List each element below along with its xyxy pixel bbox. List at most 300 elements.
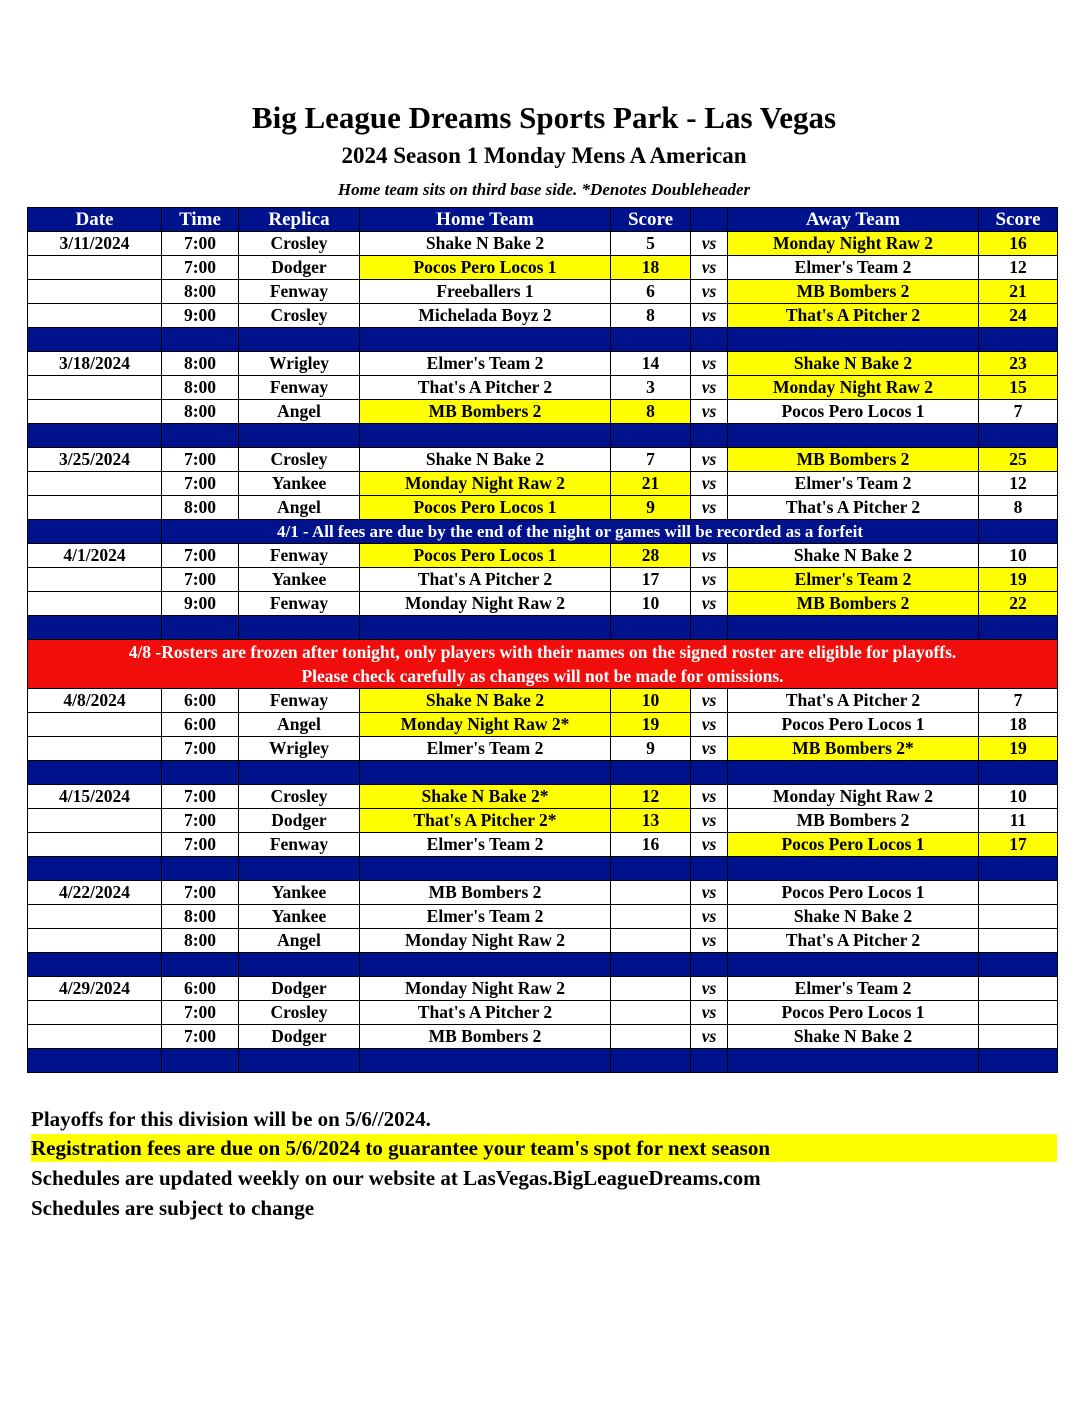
away-score: 17 (979, 833, 1058, 857)
game-row (28, 1025, 1058, 1049)
game-replica-field: Fenway (239, 833, 360, 857)
home-score: 16 (611, 833, 691, 857)
home-team: That's A Pitcher 2* (360, 809, 611, 833)
separator-cell (979, 953, 1058, 977)
game-time: 6:00 (162, 689, 239, 713)
game-time: 7:00 (162, 1001, 239, 1025)
vs-label: vs (691, 472, 728, 496)
game-row (28, 809, 1058, 833)
game-date (28, 376, 162, 400)
away-score: 7 (979, 400, 1058, 424)
game-date (28, 713, 162, 737)
game-row (28, 400, 1058, 424)
game-date (28, 809, 162, 833)
separator-cell (728, 424, 979, 448)
separator-cell (360, 761, 611, 785)
vs-label: vs (691, 929, 728, 953)
game-date: 3/11/2024 (28, 232, 162, 256)
separator-cell (239, 953, 360, 977)
game-replica-field: Crosley (239, 304, 360, 328)
separator-cell (691, 616, 728, 640)
separator-cell (239, 616, 360, 640)
week-separator-row (28, 328, 1058, 352)
vs-label: vs (691, 256, 728, 280)
game-row (28, 304, 1058, 328)
game-time: 7:00 (162, 809, 239, 833)
away-team: That's A Pitcher 2 (728, 689, 979, 713)
schedule-table (27, 207, 1058, 1073)
away-score: 16 (979, 232, 1058, 256)
game-time: 6:00 (162, 713, 239, 737)
game-date: 4/8/2024 (28, 689, 162, 713)
home-score: 8 (611, 304, 691, 328)
away-team: Pocos Pero Locos 1 (728, 400, 979, 424)
away-team: Elmer's Team 2 (728, 256, 979, 280)
game-date (28, 833, 162, 857)
home-score: 8 (611, 400, 691, 424)
away-team: That's A Pitcher 2 (728, 496, 979, 520)
separator-cell (162, 761, 239, 785)
game-replica-field: Dodger (239, 809, 360, 833)
home-score: 14 (611, 352, 691, 376)
home-score (611, 905, 691, 929)
game-time: 9:00 (162, 304, 239, 328)
game-replica-field: Yankee (239, 905, 360, 929)
separator-cell (611, 761, 691, 785)
game-replica-field: Wrigley (239, 352, 360, 376)
separator-cell (28, 424, 162, 448)
separator-cell (728, 857, 979, 881)
week-separator-row (28, 424, 1058, 448)
home-score (611, 977, 691, 1001)
home-score: 7 (611, 448, 691, 472)
home-score: 21 (611, 472, 691, 496)
game-time: 7:00 (162, 881, 239, 905)
game-row (28, 929, 1058, 953)
game-date: 3/18/2024 (28, 352, 162, 376)
game-time: 7:00 (162, 448, 239, 472)
away-team: Pocos Pero Locos 1 (728, 833, 979, 857)
separator-cell (28, 616, 162, 640)
home-team: Elmer's Team 2 (360, 737, 611, 761)
game-replica-field: Fenway (239, 592, 360, 616)
separator-cell (239, 761, 360, 785)
separator-cell (239, 328, 360, 352)
separator-cell (691, 424, 728, 448)
game-row (28, 376, 1058, 400)
game-row (28, 737, 1058, 761)
away-score: 10 (979, 544, 1058, 568)
away-team: Pocos Pero Locos 1 (728, 713, 979, 737)
vs-label: vs (691, 1001, 728, 1025)
vs-label: vs (691, 496, 728, 520)
home-score: 10 (611, 592, 691, 616)
game-date (28, 400, 162, 424)
game-time: 7:00 (162, 568, 239, 592)
game-replica-field: Angel (239, 929, 360, 953)
away-team: Elmer's Team 2 (728, 568, 979, 592)
game-time: 7:00 (162, 544, 239, 568)
separator-cell (611, 424, 691, 448)
separator-cell (728, 953, 979, 977)
game-row (28, 448, 1058, 472)
away-team: MB Bombers 2 (728, 448, 979, 472)
game-time: 6:00 (162, 977, 239, 1001)
game-replica-field: Yankee (239, 881, 360, 905)
away-team: Elmer's Team 2 (728, 472, 979, 496)
schedule-note: Home team sits on third base side. *Denotes Doubleheader (337, 180, 751, 199)
away-score: 15 (979, 376, 1058, 400)
separator-cell (728, 761, 979, 785)
separator-cell (360, 616, 611, 640)
away-team: Monday Night Raw 2 (728, 785, 979, 809)
away-score: 12 (979, 472, 1058, 496)
game-time: 7:00 (162, 1025, 239, 1049)
separator-cell (162, 424, 239, 448)
game-row (28, 905, 1058, 929)
game-row (28, 689, 1058, 713)
game-time: 8:00 (162, 352, 239, 376)
game-time: 8:00 (162, 929, 239, 953)
separator-cell (691, 953, 728, 977)
game-date (28, 929, 162, 953)
game-row (28, 977, 1058, 1001)
game-time: 8:00 (162, 496, 239, 520)
game-row (28, 833, 1058, 857)
vs-label: vs (691, 280, 728, 304)
home-team: Pocos Pero Locos 1 (360, 496, 611, 520)
game-row (28, 352, 1058, 376)
game-time: 8:00 (162, 376, 239, 400)
away-team: Monday Night Raw 2 (728, 232, 979, 256)
away-team: Shake N Bake 2 (728, 905, 979, 929)
fee-notice-text: 4/1 - All fees are due by the end of the night or games will be recorded as a forfeit (162, 520, 979, 544)
away-score: 24 (979, 304, 1058, 328)
separator-cell (691, 761, 728, 785)
game-time: 7:00 (162, 833, 239, 857)
home-team: Monday Night Raw 2 (360, 929, 611, 953)
separator-cell (979, 424, 1058, 448)
game-time: 7:00 (162, 256, 239, 280)
roster-alert-cell (28, 640, 1058, 689)
separator-cell (239, 1049, 360, 1073)
game-date: 4/29/2024 (28, 977, 162, 1001)
col-header-away-score: Score (979, 208, 1058, 232)
home-score: 19 (611, 713, 691, 737)
schedule-body (28, 232, 1058, 1073)
game-date (28, 496, 162, 520)
vs-label: vs (691, 977, 728, 1001)
away-score: 19 (979, 737, 1058, 761)
away-team: Pocos Pero Locos 1 (728, 1001, 979, 1025)
separator-cell (979, 857, 1058, 881)
game-replica-field: Crosley (239, 232, 360, 256)
separator-cell (979, 1049, 1058, 1073)
away-team: Monday Night Raw 2 (728, 376, 979, 400)
week-separator-row (28, 1049, 1058, 1073)
vs-label: vs (691, 400, 728, 424)
game-time: 8:00 (162, 280, 239, 304)
game-replica-field: Fenway (239, 280, 360, 304)
game-replica-field: Angel (239, 496, 360, 520)
vs-label: vs (691, 592, 728, 616)
away-score: 7 (979, 689, 1058, 713)
separator-cell (728, 1049, 979, 1073)
page-subtitle: 2024 Season 1 Monday Mens A American (341, 143, 747, 168)
vs-label: vs (691, 376, 728, 400)
home-team: Elmer's Team 2 (360, 833, 611, 857)
home-team: Shake N Bake 2 (360, 448, 611, 472)
vs-label: vs (691, 713, 728, 737)
game-time: 7:00 (162, 785, 239, 809)
home-score (611, 881, 691, 905)
game-replica-field: Angel (239, 713, 360, 737)
game-replica-field: Yankee (239, 568, 360, 592)
home-score: 13 (611, 809, 691, 833)
game-time: 7:00 (162, 232, 239, 256)
home-team: That's A Pitcher 2 (360, 376, 611, 400)
separator-cell (28, 761, 162, 785)
separator-cell (28, 953, 162, 977)
vs-label: vs (691, 833, 728, 857)
home-team: Shake N Bake 2* (360, 785, 611, 809)
separator-cell (162, 857, 239, 881)
game-time: 7:00 (162, 472, 239, 496)
vs-label: vs (691, 905, 728, 929)
table-header-row (28, 208, 1058, 232)
separator-cell (28, 328, 162, 352)
home-score: 10 (611, 689, 691, 713)
home-score: 17 (611, 568, 691, 592)
game-date (28, 472, 162, 496)
separator-cell (28, 857, 162, 881)
col-header-date: Date (28, 208, 162, 232)
game-replica-field: Wrigley (239, 737, 360, 761)
week-separator-row (28, 953, 1058, 977)
separator-cell (360, 953, 611, 977)
vs-label: vs (691, 785, 728, 809)
away-score (979, 881, 1058, 905)
game-replica-field: Crosley (239, 785, 360, 809)
home-team: Monday Night Raw 2 (360, 472, 611, 496)
game-date (28, 592, 162, 616)
away-score (979, 1001, 1058, 1025)
separator-cell (979, 761, 1058, 785)
vs-label: vs (691, 689, 728, 713)
separator-cell (28, 1049, 162, 1073)
away-score: 19 (979, 568, 1058, 592)
game-time: 8:00 (162, 905, 239, 929)
game-row (28, 544, 1058, 568)
game-replica-field: Crosley (239, 1001, 360, 1025)
separator-cell (611, 616, 691, 640)
vs-label: vs (691, 352, 728, 376)
game-date (28, 568, 162, 592)
separator-cell (611, 857, 691, 881)
separator-cell (691, 857, 728, 881)
separator-cell (979, 616, 1058, 640)
separator-cell (360, 328, 611, 352)
separator-cell (360, 857, 611, 881)
away-score: 21 (979, 280, 1058, 304)
vs-label: vs (691, 448, 728, 472)
week-separator-row (28, 761, 1058, 785)
roster-alert-line2: Please check carefully as changes will not be made for omissions. (301, 666, 784, 686)
away-team: Elmer's Team 2 (728, 977, 979, 1001)
separator-cell (239, 424, 360, 448)
home-team: Freeballers 1 (360, 280, 611, 304)
col-header-replica: Replica (239, 208, 360, 232)
away-score: 8 (979, 496, 1058, 520)
separator-cell (162, 1049, 239, 1073)
home-team: MB Bombers 2 (360, 400, 611, 424)
away-score (979, 905, 1058, 929)
separator-cell (360, 424, 611, 448)
footer-subject: Schedules are subject to change (31, 1196, 315, 1220)
home-score: 18 (611, 256, 691, 280)
game-date: 4/1/2024 (28, 544, 162, 568)
vs-label: vs (691, 809, 728, 833)
game-date (28, 280, 162, 304)
game-replica-field: Fenway (239, 689, 360, 713)
game-date: 4/15/2024 (28, 785, 162, 809)
away-team: MB Bombers 2* (728, 737, 979, 761)
game-row (28, 232, 1058, 256)
away-score: 12 (979, 256, 1058, 280)
week-separator-row (28, 857, 1058, 881)
home-team: Michelada Boyz 2 (360, 304, 611, 328)
home-score: 6 (611, 280, 691, 304)
home-score (611, 929, 691, 953)
vs-label: vs (691, 232, 728, 256)
home-team: MB Bombers 2 (360, 1025, 611, 1049)
week-separator-row (28, 616, 1058, 640)
home-score (611, 1025, 691, 1049)
game-row (28, 280, 1058, 304)
game-date: 3/25/2024 (28, 448, 162, 472)
home-score: 28 (611, 544, 691, 568)
home-team: Shake N Bake 2 (360, 689, 611, 713)
separator-cell (691, 328, 728, 352)
home-score (611, 1001, 691, 1025)
game-replica-field: Angel (239, 400, 360, 424)
vs-label: vs (691, 1025, 728, 1049)
away-score: 18 (979, 713, 1058, 737)
separator-cell (979, 328, 1058, 352)
home-score: 5 (611, 232, 691, 256)
separator-cell (728, 616, 979, 640)
col-header-time: Time (162, 208, 239, 232)
separator-cell (611, 328, 691, 352)
away-team: That's A Pitcher 2 (728, 304, 979, 328)
separator-cell (728, 328, 979, 352)
game-date (28, 304, 162, 328)
away-score (979, 929, 1058, 953)
footer-playoffs: Playoffs for this division will be on 5/6//2024. (31, 1107, 431, 1131)
game-replica-field: Dodger (239, 1025, 360, 1049)
game-row (28, 592, 1058, 616)
away-team: MB Bombers 2 (728, 592, 979, 616)
home-team: Elmer's Team 2 (360, 352, 611, 376)
game-row (28, 881, 1058, 905)
fee-notice-tail-cell (979, 520, 1058, 544)
separator-cell (162, 328, 239, 352)
footer-website: Schedules are updated weekly on our website at LasVegas.BigLeagueDreams.com (31, 1166, 761, 1190)
separator-cell (611, 1049, 691, 1073)
away-team: Shake N Bake 2 (728, 352, 979, 376)
col-header-vs (691, 208, 728, 232)
away-team: That's A Pitcher 2 (728, 929, 979, 953)
game-replica-field: Fenway (239, 544, 360, 568)
away-score: 11 (979, 809, 1058, 833)
col-header-home-team: Home Team (360, 208, 611, 232)
separator-cell (162, 953, 239, 977)
away-score (979, 977, 1058, 1001)
game-date (28, 905, 162, 929)
home-team: Pocos Pero Locos 1 (360, 544, 611, 568)
separator-cell (611, 953, 691, 977)
footer-registration: Registration fees are due on 5/6/2024 to guarantee your team's spot for next season (31, 1134, 1057, 1162)
home-score: 9 (611, 737, 691, 761)
home-team: Shake N Bake 2 (360, 232, 611, 256)
roster-alert-row (28, 640, 1058, 689)
home-team: Monday Night Raw 2 (360, 592, 611, 616)
game-row (28, 713, 1058, 737)
separator-cell (239, 857, 360, 881)
game-date (28, 256, 162, 280)
game-row (28, 472, 1058, 496)
home-team: That's A Pitcher 2 (360, 568, 611, 592)
col-header-home-score: Score (611, 208, 691, 232)
vs-label: vs (691, 568, 728, 592)
game-time: 9:00 (162, 592, 239, 616)
game-row (28, 1001, 1058, 1025)
away-score: 10 (979, 785, 1058, 809)
home-score: 9 (611, 496, 691, 520)
game-row (28, 496, 1058, 520)
game-date (28, 737, 162, 761)
roster-alert-line1: 4/8 -Rosters are frozen after tonight, only players with their names on the signed roster are eligible for playoffs. (128, 642, 957, 662)
game-replica-field: Crosley (239, 448, 360, 472)
game-row (28, 785, 1058, 809)
game-date: 4/22/2024 (28, 881, 162, 905)
game-row (28, 256, 1058, 280)
home-team: Monday Night Raw 2* (360, 713, 611, 737)
away-team: Pocos Pero Locos 1 (728, 881, 979, 905)
game-time: 7:00 (162, 737, 239, 761)
vs-label: vs (691, 544, 728, 568)
away-team: Shake N Bake 2 (728, 1025, 979, 1049)
home-team: That's A Pitcher 2 (360, 1001, 611, 1025)
home-score: 12 (611, 785, 691, 809)
home-team: Pocos Pero Locos 1 (360, 256, 611, 280)
game-replica-field: Dodger (239, 256, 360, 280)
game-row (28, 568, 1058, 592)
vs-label: vs (691, 304, 728, 328)
game-date (28, 1001, 162, 1025)
game-replica-field: Fenway (239, 376, 360, 400)
game-replica-field: Yankee (239, 472, 360, 496)
away-score: 22 (979, 592, 1058, 616)
game-date (28, 1025, 162, 1049)
col-header-away-team: Away Team (728, 208, 979, 232)
home-team: Monday Night Raw 2 (360, 977, 611, 1001)
away-team: MB Bombers 2 (728, 809, 979, 833)
home-score: 3 (611, 376, 691, 400)
away-team: Shake N Bake 2 (728, 544, 979, 568)
separator-cell (162, 616, 239, 640)
home-team: Elmer's Team 2 (360, 905, 611, 929)
